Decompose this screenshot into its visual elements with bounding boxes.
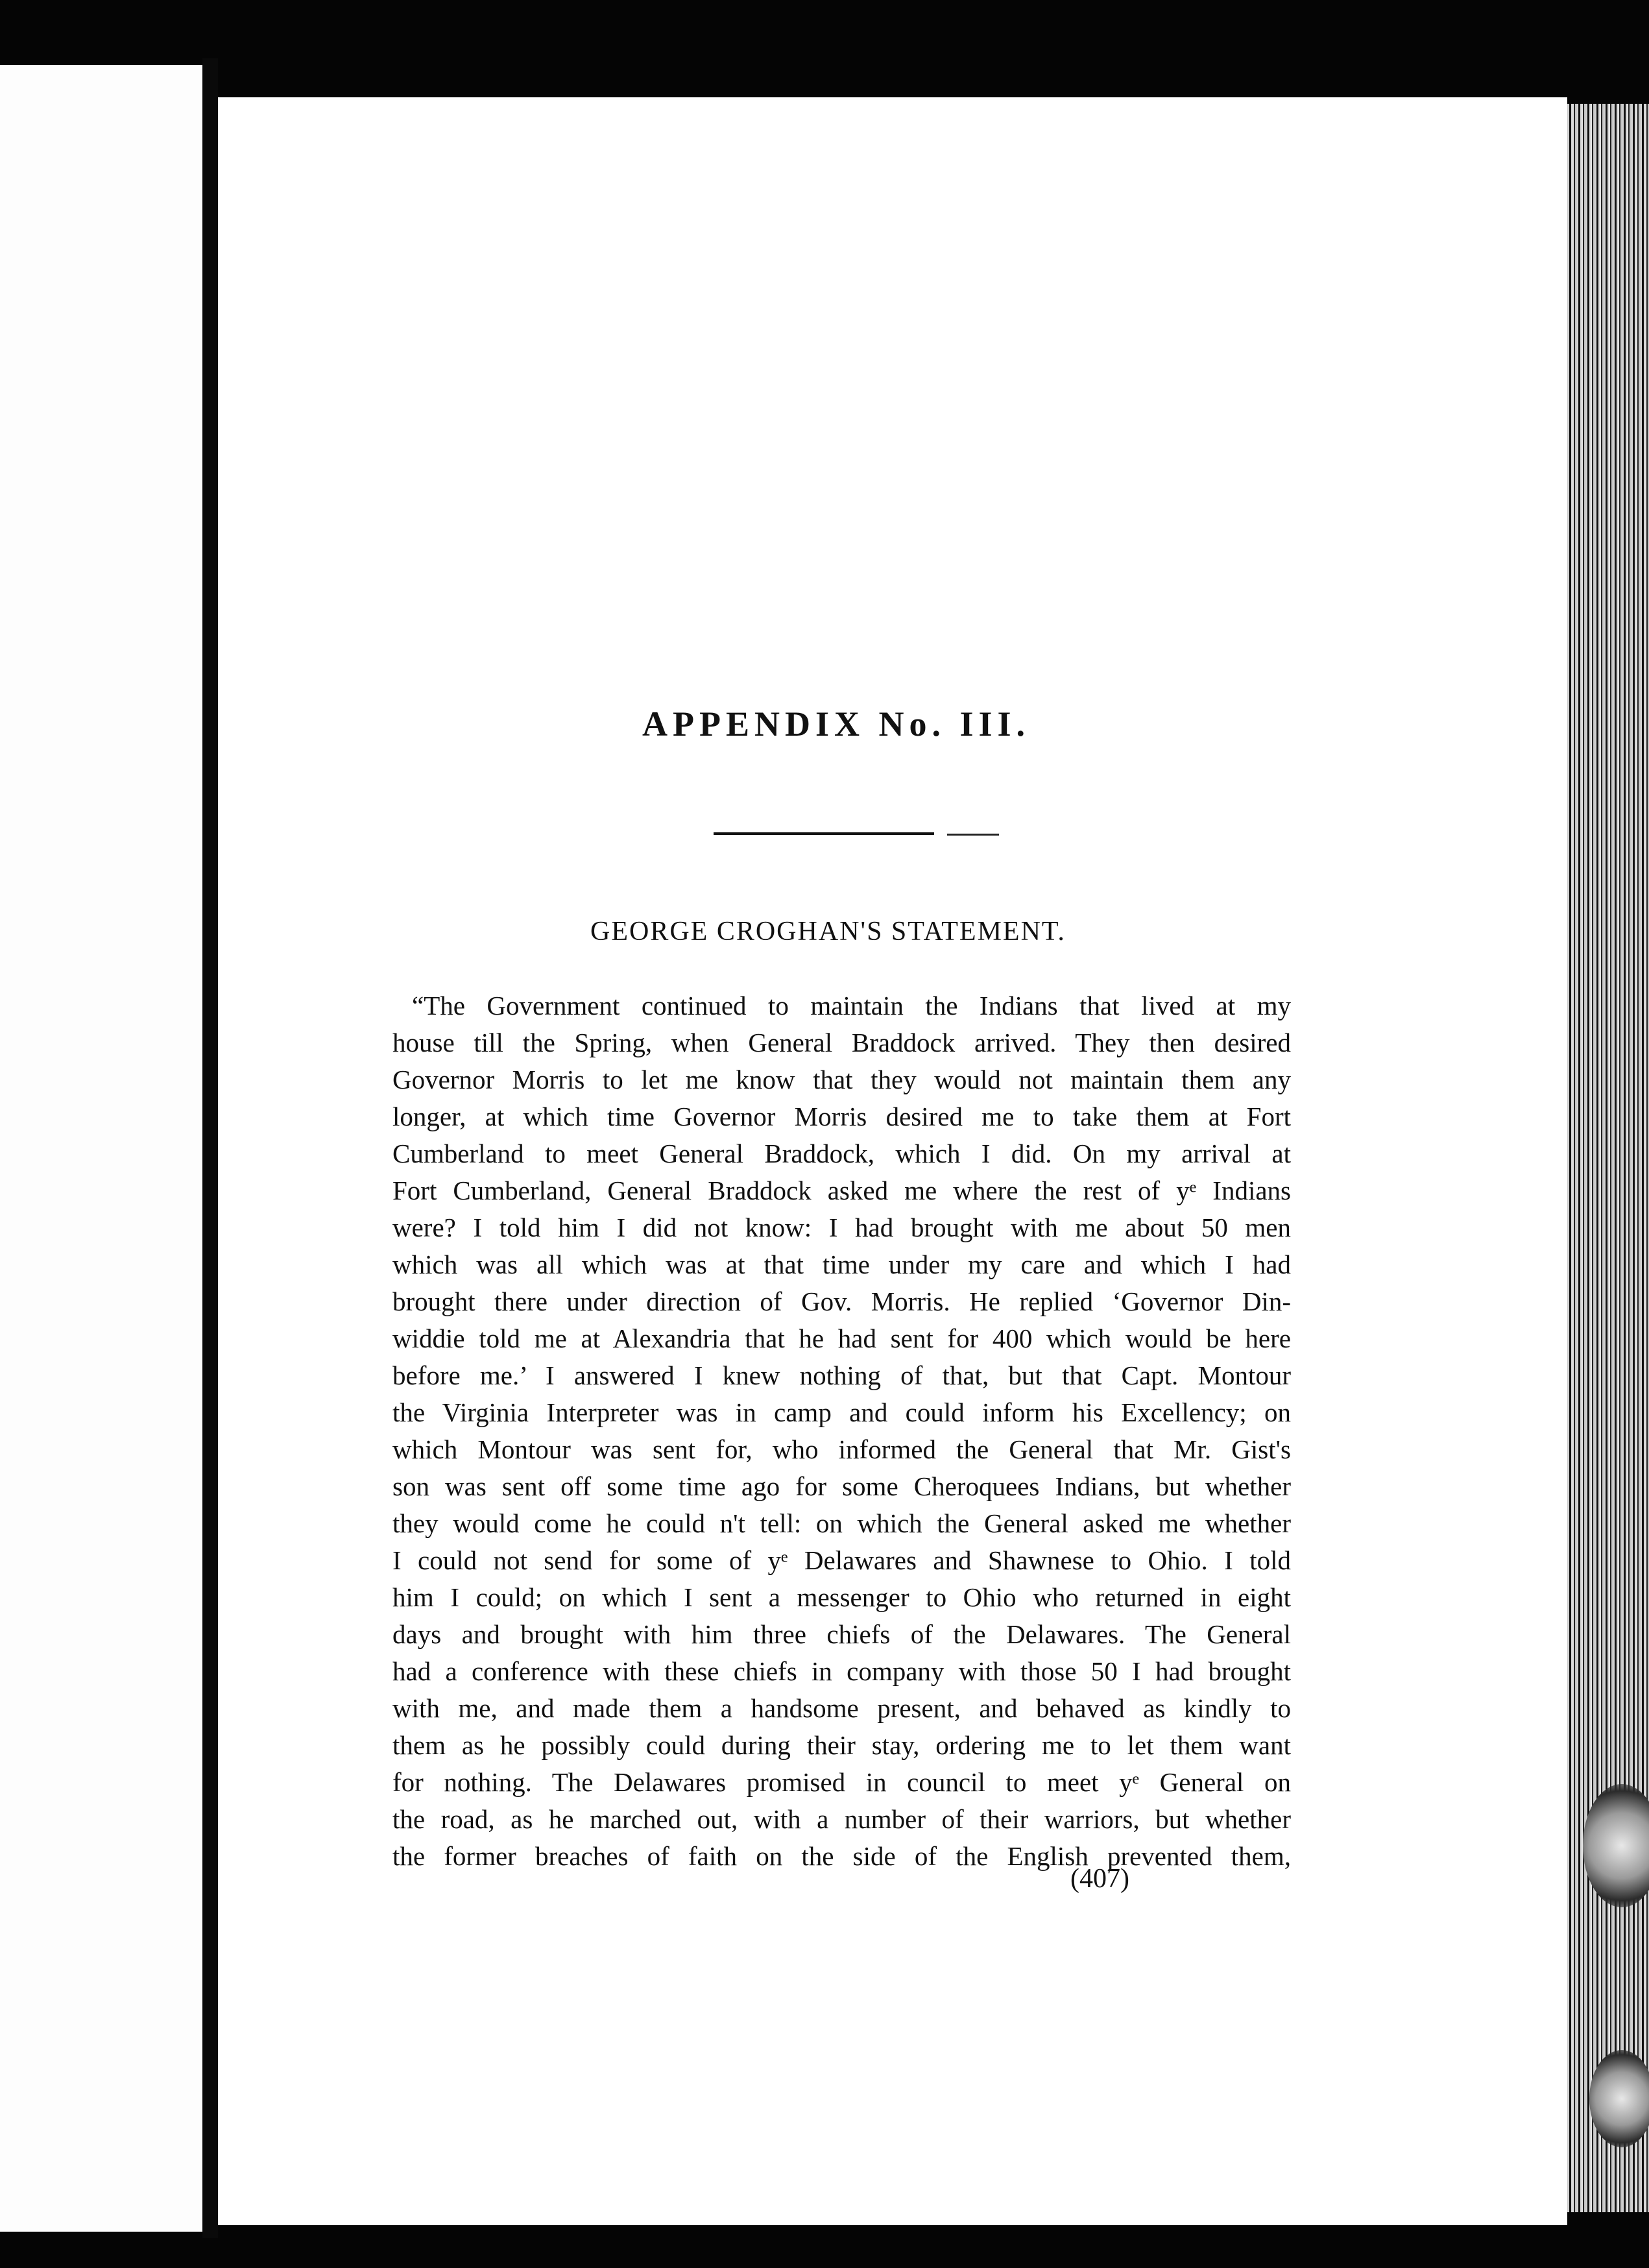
body-line: him I could; on which I sent a messenger to Ohio who returned in eight xyxy=(392,1582,1291,1612)
body-line: the former breaches of faith on the side of the English prevented them, xyxy=(392,1841,1291,1871)
body-line: son was sent off some time ago for some Cheroquees Indians, but whether xyxy=(392,1471,1291,1501)
body-line: had a conference with these chiefs in company with those 50 I had brought xyxy=(392,1656,1291,1686)
body-line: “The Government continued to maintain the Indians that lived at my xyxy=(412,991,1291,1020)
body-line: Fort Cumberland, General Braddock asked me where the rest of yᵉ Indians xyxy=(392,1176,1291,1205)
body-line: were? I told him I did not know: I had brought with me about 50 men xyxy=(392,1212,1291,1242)
body-line: days and brought with him three chiefs of the Delawares. The General xyxy=(392,1619,1291,1649)
body-line: before me.’ I answered I knew nothing of that, but that Capt. Montour xyxy=(392,1360,1291,1390)
body-line: I could not send for some of yᵉ Delawares and Shawnese to Ohio. I told xyxy=(392,1545,1291,1575)
body-line: the road, as he marched out, with a number of their warriors, but whether xyxy=(392,1804,1291,1834)
body-line: widdie told me at Alexandria that he had sent for 400 which would be here xyxy=(392,1323,1291,1353)
title-rule xyxy=(714,832,934,835)
body-line: which was all which was at that time under my care and which I had xyxy=(392,1249,1291,1279)
body-line: them as he possibly could during their stay, ordering me to let them want xyxy=(392,1730,1291,1760)
body-line: Cumberland to meet General Braddock, which I did. On my arrival at xyxy=(392,1139,1291,1168)
body-line: the Virginia Interpreter was in camp and could inform his Excellency; on xyxy=(392,1397,1291,1427)
page-number: (407) xyxy=(1070,1864,1129,1894)
body-line: they would come he could n't tell: on which the General asked me whether xyxy=(392,1508,1291,1538)
body-line: Governor Morris to let me know that they would not maintain them any xyxy=(392,1065,1291,1094)
book-gutter xyxy=(202,58,218,2238)
body-line: house till the Spring, when General Braddock arrived. They then desired xyxy=(392,1028,1291,1057)
statement-heading: GEORGE CROGHAN'S STATEMENT. xyxy=(590,917,1066,947)
body-line: with me, and made them a handsome present, and behaved as kindly to xyxy=(392,1693,1291,1723)
speckle-blotch xyxy=(1589,2050,1649,2147)
body-line: brought there under direction of Gov. Morris. He replied ‘Governor Din- xyxy=(392,1286,1291,1316)
body-line: for nothing. The Delawares promised in council to meet yᵉ General on xyxy=(392,1767,1291,1797)
body-line: longer, at which time Governor Morris desired me to take them at Fort xyxy=(392,1102,1291,1131)
left-page-edge xyxy=(0,65,209,2232)
body-text xyxy=(392,987,1291,1875)
appendix-title: APPENDIX No. III. xyxy=(642,705,1031,743)
title-rule-short xyxy=(947,834,999,836)
body-line: which Montour was sent for, who informed the General that Mr. Gist's xyxy=(392,1434,1291,1464)
